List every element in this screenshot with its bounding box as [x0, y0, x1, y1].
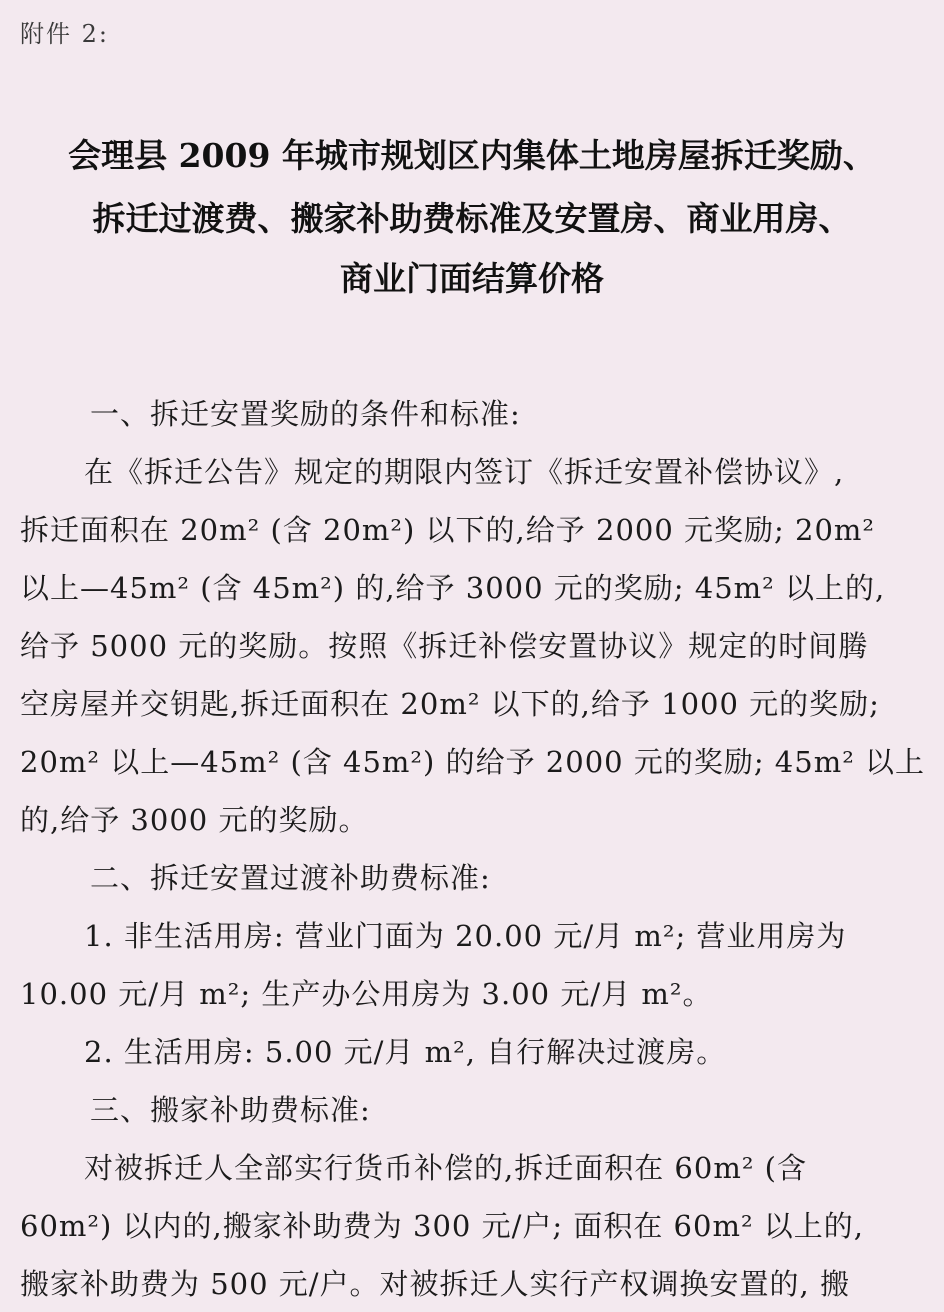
body-line: 拆迁面积在 20m² (含 20m²) 以下的,给予 2000 元奖励; 20m² — [20, 513, 876, 547]
title-line-1: 会理县 2009 年城市规划区内集体土地房屋拆迁奖励、 — [68, 136, 876, 175]
section-heading-3: 三、搬家补助费标准: — [90, 1093, 371, 1127]
body-line: 空房屋并交钥匙,拆迁面积在 20m² 以下的,给予 1000 元的奖励; — [20, 687, 880, 721]
body-line: 60m²) 以内的,搬家补助费为 300 元/户; 面积在 60m² 以上的, — [20, 1209, 865, 1243]
title-line-3: 商业门面结算价格 — [340, 259, 604, 298]
body-line: 20m² 以上—45m² (含 45m²) 的给予 2000 元的奖励; 45m² 以上 — [20, 745, 926, 779]
body-line: 10.00 元/月 m²; 生产办公用房为 3.00 元/月 m²。 — [20, 977, 713, 1011]
body-line: 的,给予 3000 元的奖励。 — [20, 803, 369, 837]
attachment-label: 附件 2: — [20, 20, 109, 48]
body-line: 以上—45m² (含 45m²) 的,给予 3000 元的奖励; 45m² 以上的, — [20, 571, 886, 605]
body-line: 在《拆迁公告》规定的期限内签订《拆迁安置补偿协议》, — [84, 455, 845, 489]
section-heading-1: 一、拆迁安置奖励的条件和标准: — [90, 397, 521, 431]
body-line: 2. 生活用房: 5.00 元/月 m², 自行解决过渡房。 — [84, 1035, 727, 1069]
body-line: 对被拆迁人全部实行货币补偿的,拆迁面积在 60m² (含 — [84, 1151, 807, 1185]
title-line-2: 拆迁过渡费、搬家补助费标准及安置房、商业用房、 — [92, 199, 852, 238]
body-line: 给予 5000 元的奖励。按照《拆迁补偿安置协议》规定的时间腾 — [20, 629, 869, 663]
body-line: 搬家补助费为 500 元/户。对被拆迁人实行产权调换安置的, 搬 — [20, 1267, 850, 1301]
section-heading-2: 二、拆迁安置过渡补助费标准: — [90, 861, 491, 895]
body-line: 1. 非生活用房: 营业门面为 20.00 元/月 m²; 营业用房为 — [84, 919, 847, 953]
